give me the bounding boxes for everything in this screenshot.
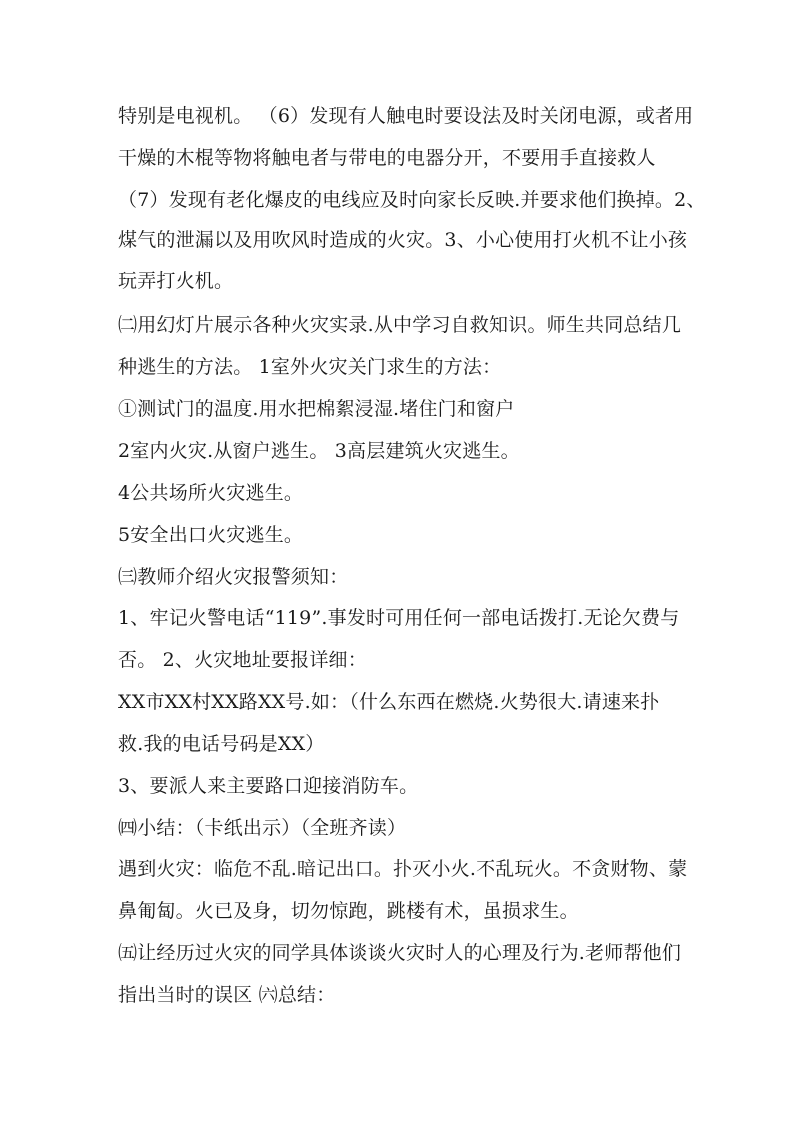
text-line-8: ①测试门的温度.用水把棉絮浸湿.堵住门和窗户 <box>118 398 515 420</box>
text-line-21: ㈤让经历过火灾的同学具体谈谈火灾时人的心理及行为.老师帮他们 <box>118 942 682 964</box>
text-line-19: 遇到火灾：临危不乱.暗记出口。扑灭小火.不乱玩火。不贪财物、蒙 <box>118 858 688 880</box>
text-line-15: XX市XX村XX路XX号.如：（什么东西在燃烧.火势很大.请速来扑 <box>118 691 660 713</box>
text-line-5: 玩弄打火机。 <box>118 270 234 292</box>
text-line-3: （7）发现有老化爆皮的电线应及时向家长反映.并要求他们换掉。2、 <box>118 189 706 211</box>
text-line-16: 救.我的电话号码是XX） <box>118 733 325 755</box>
text-line-1: 特别是电视机。 （6）发现有人触电时要设法及时关闭电源，或者用 <box>118 105 694 127</box>
text-line-11: 5安全出口火灾逃生。 <box>118 524 304 546</box>
text-line-13: 1、牢记火警电话“119”.事发时可用任何一部电话拨打.无论欠费与 <box>118 607 680 629</box>
text-line-18: ㈣小结：（卡纸出示）（全班齐读） <box>118 817 407 839</box>
text-line-4: 煤气的泄漏以及用吹风时造成的火灾。3、小心使用打火机不让小孩 <box>118 229 688 251</box>
text-line-22: 指出当时的误区 ㈥总结： <box>118 984 336 1006</box>
text-line-10: 4公共场所火灾逃生。 <box>118 482 304 504</box>
text-line-14: 否。 2、火灾地址要报详细： <box>118 649 367 671</box>
text-line-17: 3、要派人来主要路口迎接消防车。 <box>118 775 419 797</box>
text-line-12: ㈢教师介绍火灾报警须知： <box>118 566 349 588</box>
text-line-9: 2室内火灾.从窗户逃生。 3高层建筑火灾逃生。 <box>118 440 520 462</box>
text-line-6: ㈡用幻灯片展示各种火灾实录.从中学习自救知识。师生共同总结几 <box>118 314 682 336</box>
text-line-20: 鼻匍匐。火已及身，切勿惊跑，跳楼有术，虽损求生。 <box>118 900 579 922</box>
text-line-2: 干燥的木棍等物将触电者与带电的电器分开，不要用手直接救人 <box>118 147 656 169</box>
text-line-7: 种逃生的方法。 1室外火灾关门求生的方法： <box>118 356 502 378</box>
